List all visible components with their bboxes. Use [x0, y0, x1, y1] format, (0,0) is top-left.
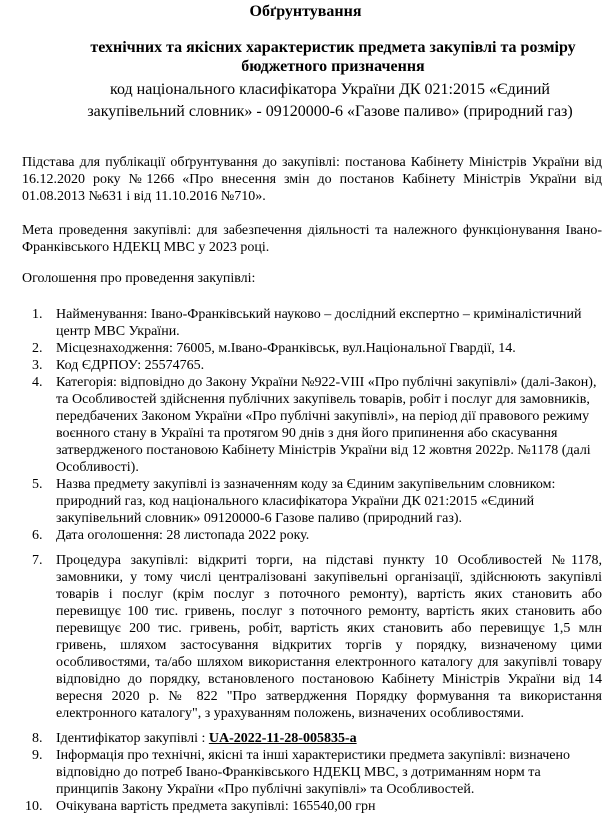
list-item-text: Місцезнаходження: 76005, м.Івано-Франківськ, вул.Національної Гвардії, 14. — [56, 341, 516, 356]
purpose-paragraph: Мета проведення закупівлі: для забезпечення діяльності та належного функціонування Івано-Франківського НДЕКЦ МВС у 2023 році. — [22, 223, 602, 255]
classifier-code-heading: код національного класифікатора України ДК 021:2015 «Єдиний закупівельний словник» - 09120000-6 «Газове паливо» (природний газ) — [87, 81, 573, 120]
list-item-number: 9. — [32, 748, 43, 763]
list-item-number: 7. — [32, 553, 43, 568]
list-item — [22, 798, 602, 815]
list-item-number: 3. — [32, 358, 43, 373]
list-item — [22, 552, 602, 722]
list-item-text: Процедура закупівлі: відкриті торги, на підставі пункту 10 Особливостей №1178, замовники, у тому числі централізовані закупівельні організації, здійснюють закупівлі товарів і послуг (крім послуг з поточного ремонту), вартість яких становить або перевищує 100 тис. гривень, послуг з поточного ремонту, вартість яких становить або перевищує 200 тис. гривень, робіт, вартість яких становить або перевищує 1,5 млн гривень, шляхом застосування відкритих торгів у порядку, визначеному цими особливостями, та/або шляхом використання електронного каталогу для закупівлі товару відповідно до порядку, встановленого постановою Кабінету Міністрів України від 14 вересня 2020 р. № 822 "Про затвердження Порядку формування та використання електронного каталогу", з урахуванням положень, визначених особливостями. — [56, 553, 602, 721]
list-item-text: Дата оголошення: 28 листопада 2022 року. — [56, 528, 310, 543]
list-item — [22, 730, 602, 747]
list-item — [22, 306, 602, 340]
list-item-text: Найменування: Івано-Франківський науково – дослідний експертно – криміналістичний центр МВС України. — [56, 307, 582, 339]
document-subtitle: технічних та якісних характеристик предмета закупівлі та розміру бюджетного призначення — [90, 39, 576, 75]
announcement-list — [22, 306, 602, 815]
list-item-text: Назва предмету закупівлі із зазначенням коду за Єдиним закупівельним словником: природний газ, код національного класифікатора України ДК 021:2015 «Єдиний закупівельний словник» 09120000-6 Газове паливо (природний газ). — [56, 477, 556, 526]
list-item-number: 4. — [32, 375, 43, 390]
list-item — [22, 747, 602, 798]
list-item-number: 5. — [32, 477, 43, 492]
list-item-text: Очікувана вартість предмета закупівлі: 165540,00 грн — [56, 799, 376, 814]
list-item-text: Інформація про технічні, якісні та інші характеристики предмета закупівлі: визначено відповідно до потреб Івано-Франківського НДЕКЦ МВС, з дотриманням норм та принципів Закону України «Про публічні закупівлі» та Особливостей. — [56, 748, 571, 797]
list-item — [22, 357, 602, 374]
basis-paragraph: Підстава для публікації обґрунтування до закупівлі: постанова Кабінету Міністрів України від 16.12.2020 року №1266 «Про внесення змін до постанов Кабінету Міністрів України від 01.08.2013 №631 і від 11.10.2016 №710». — [22, 155, 602, 204]
list-item-number: 8. — [32, 731, 43, 746]
list-item — [22, 340, 602, 357]
list-item-number: 1. — [32, 307, 43, 322]
list-item — [22, 476, 602, 527]
document-title: Обґрунтування — [249, 3, 362, 20]
procurement-identifier: UA-2022-11-28-005835-a — [208, 731, 357, 746]
list-item-number: 10. — [25, 799, 43, 814]
list-item-text: Код ЄДРПОУ: 25574765. — [56, 358, 205, 373]
list-item-text: Ідентифікатор закупівлі : — [56, 731, 206, 746]
list-item-number: 2. — [32, 341, 43, 356]
list-item — [22, 374, 602, 476]
list-item — [22, 527, 602, 544]
list-item-text: Категорія: відповідно до Закону України №922-VIII «Про публічні закупівлі» (далі-Закон), та Особливостей здійснення публічних закупівель товарів, робіт і послуг для замовників, передбачених Законом України «Про публічні закупівлі», на період дії правового режиму воєнного стану в Україні та протягом 90 днів з дня його припинення або скасування затвердженого постановою Кабінету Міністрів України від 12 жовтня 2022р. №1178 (далі Особливості). — [56, 375, 597, 475]
announcement-heading: Оголошення про проведення закупівлі: — [22, 271, 256, 286]
list-item-number: 6. — [32, 528, 43, 543]
